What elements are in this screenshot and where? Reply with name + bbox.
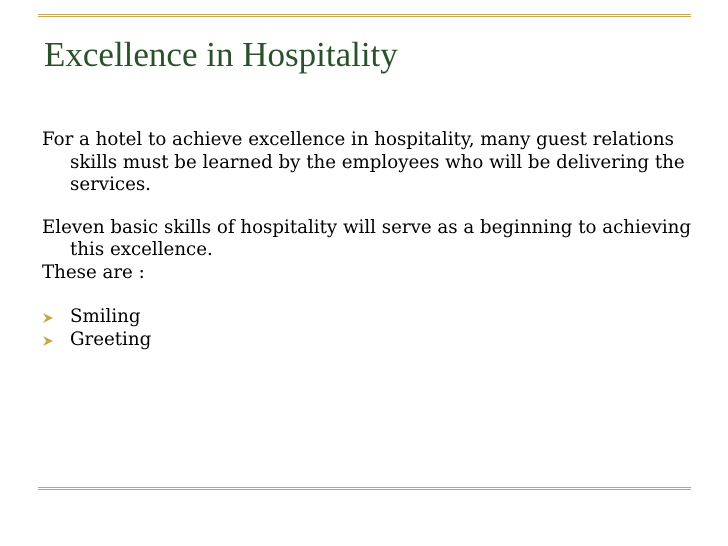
arrow-bullet-icon	[43, 313, 53, 323]
paragraph-spacer	[32, 197, 692, 217]
skills-list	[32, 306, 692, 351]
paragraph-intro: For a hotel to achieve excellence in hospitality, many guest relations skills must be learned by the employees who will be delivering the services.	[42, 129, 685, 195]
list-spacer	[32, 284, 692, 306]
list-item	[32, 329, 692, 352]
paragraph-these-are: These are :	[42, 261, 145, 283]
list-item-label: Greeting	[70, 328, 152, 350]
arrow-bullet-icon	[43, 336, 53, 346]
list-item-label: Smiling	[70, 306, 141, 327]
slide-body	[32, 129, 692, 351]
top-divider	[38, 14, 691, 17]
paragraph-skills: Eleven basic skills of hospitality will serve as a beginning to achieving this excellence.	[42, 216, 692, 260]
list-item	[32, 306, 692, 329]
slide-title: Excellence in Hospitality	[44, 35, 398, 74]
bottom-divider	[38, 487, 691, 490]
